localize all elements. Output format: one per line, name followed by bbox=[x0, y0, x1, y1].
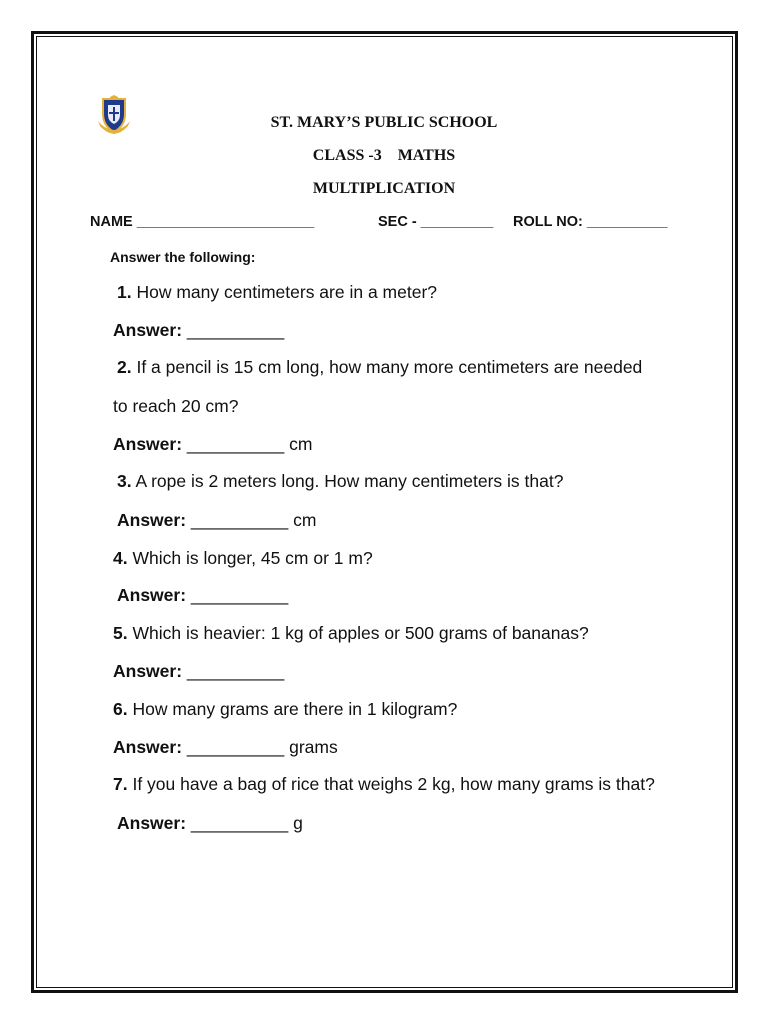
question-6: 6. How many grams are there in 1 kilogram? bbox=[113, 699, 458, 719]
school-name: ST. MARY’S PUBLIC SCHOOL bbox=[270, 114, 498, 131]
question-5: 5. Which is heavier: 1 kg of apples or 500 grams of bananas? bbox=[113, 623, 589, 643]
answer-7: Answer: __________ g bbox=[117, 813, 303, 833]
question-3: 3. A rope is 2 meters long. How many centimeters is that? bbox=[117, 471, 564, 491]
answer-2: Answer: __________ cm bbox=[113, 434, 313, 454]
question-7: 7. If you have a bag of rice that weighs 2 kg, how many grams is that? bbox=[113, 774, 655, 794]
answer-5: Answer: __________ bbox=[113, 661, 285, 681]
question-2-continued: to reach 20 cm? bbox=[113, 396, 239, 416]
answer-6: Answer: __________ grams bbox=[113, 737, 338, 757]
answer-3: Answer: __________ cm bbox=[117, 510, 317, 530]
instructions: Answer the following: bbox=[110, 249, 256, 265]
section-field: SEC - _________ bbox=[378, 214, 494, 230]
answer-4: Answer: __________ bbox=[117, 585, 289, 605]
question-2: 2. If a pencil is 15 cm long, how many more centimeters are needed bbox=[117, 357, 643, 377]
roll-number-field: ROLL NO: __________ bbox=[513, 214, 668, 230]
answer-1: Answer: __________ bbox=[113, 320, 285, 340]
topic-title: MULTIPLICATION bbox=[312, 180, 456, 197]
name-field: NAME ______________________ bbox=[90, 214, 315, 230]
question-1: 1. How many centimeters are in a meter? bbox=[117, 282, 438, 302]
class-subject: CLASS -3 MATHS bbox=[312, 147, 456, 164]
question-4: 4. Which is longer, 45 cm or 1 m? bbox=[113, 548, 373, 568]
